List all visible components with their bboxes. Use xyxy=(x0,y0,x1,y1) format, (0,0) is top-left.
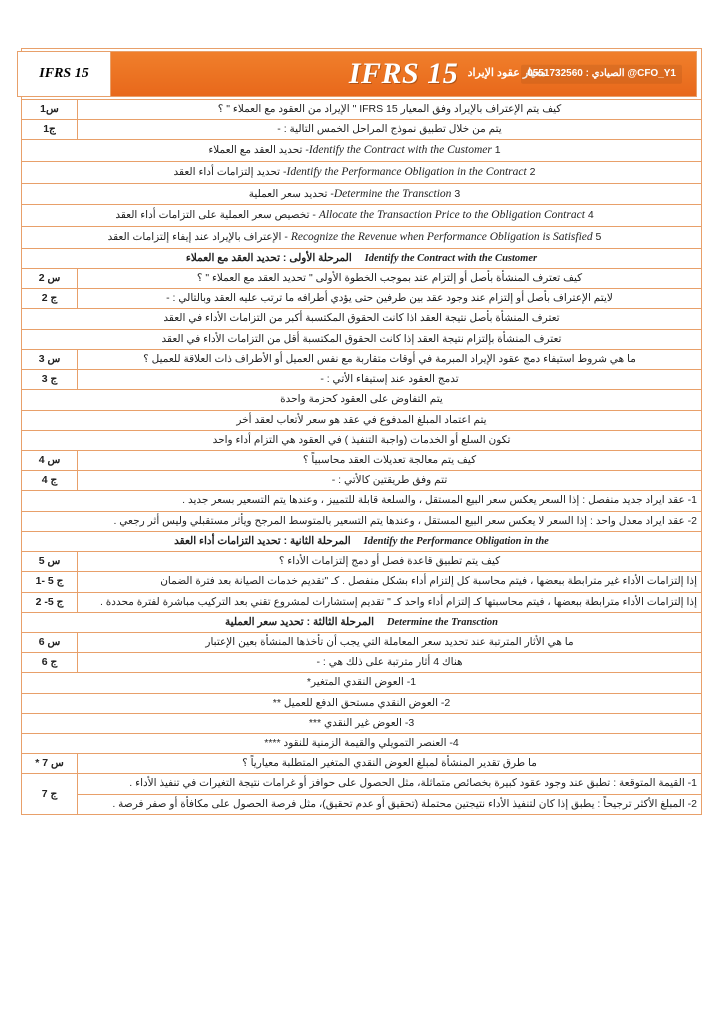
step-3-row xyxy=(22,183,702,205)
table-row xyxy=(22,673,702,693)
stage-3-english: Determine the Transction xyxy=(386,616,498,628)
table-row xyxy=(22,774,702,794)
answer-5-1-text: إذا إلتزامات الأداء غير مترابطة ببعضها ، فيتم محاسبة كل إلتزام أداء بشكل منفصل . كـ "تقديم خدمات الصيانة بعد فترة الضمان xyxy=(78,572,702,592)
question-6-text: ما هي الأثار المترتبة عند تحديد سعر المعاملة التي يجب أن تأخذها المنشأة بعين الإعتبار xyxy=(78,632,702,652)
document-header-cell xyxy=(22,49,702,100)
answer-2-line-1: تعترف المنشأة بأصل نتيجة العقد اذا كانت الحقوق المكتسبة أكبر من التزامات الأداء في العقد xyxy=(22,309,702,329)
table-row xyxy=(22,612,702,632)
step-2-english: Identify the Performance Obligation in the Contract xyxy=(286,166,527,179)
question-3-text: ما هي شروط استيفاء دمج عقود الإيراد المبرمة في أوقات متقاربة مع نفس العميل أو الأطراف ذات العلاقة للعميل ؟ xyxy=(78,349,702,369)
step-5-english: Recognize the Revenue when Performance Obligation is Satisfied xyxy=(290,231,593,244)
answer-7-label: ج 7 xyxy=(22,774,78,814)
answer-6-line-2: 2- العوض النقدي مستحق الدفع للعميل ** xyxy=(22,693,702,713)
step-5-arabic: 5 - الإعتراف بالإيراد عند إيفاء إلتزامات العقد xyxy=(107,231,602,244)
table-row xyxy=(22,269,702,289)
table-row xyxy=(22,450,702,470)
stage-2-english: Identify the Performance Obligation in the xyxy=(363,535,549,547)
answer-7-line-2: 2- المبلغ الأكثر ترجيحاً : يطبق إذا كان لتنفيذ الأداء نتيجتين محتملة (تحقيق أو عدم تحقيق)، مثل فرصة الحصول على مكافأة أو صفر فرصة . xyxy=(78,794,702,814)
question-6-label: س 6 xyxy=(22,632,78,652)
answer-2-label: ج 2 xyxy=(22,289,78,309)
stage-1-english: Identify the Contract with the Customer xyxy=(364,252,538,264)
stage-2-arabic: المرحلة الثانية : تحديد التزامات أداء العقد xyxy=(174,534,351,547)
stage-2-heading xyxy=(22,531,702,551)
step-1-row xyxy=(22,140,702,162)
header-side-badge: IFRS 15 xyxy=(17,51,110,97)
table-row xyxy=(22,632,702,652)
answer-1-label: ج1 xyxy=(22,120,78,140)
answer-3-line-3: تكون السلع أو الخدمات (واجبة التنفيذ ) في العقود هي التزام أداء واحد xyxy=(22,430,702,450)
answer-4-text: تتم وفق طريقتين كالأتي : - xyxy=(78,471,702,491)
question-7-text: ما طرق تقدير المنشأة لمبلغ العوض النقدي المتغير المتطلبة معيارياً ؟ xyxy=(78,754,702,774)
answer-5-2-label: ج 5- 2 xyxy=(22,592,78,612)
table-row xyxy=(22,309,702,329)
table-row xyxy=(22,531,702,551)
table-row xyxy=(22,653,702,673)
table-row xyxy=(22,370,702,390)
document-header-row xyxy=(22,49,702,100)
table-row xyxy=(22,227,702,249)
step-4-english: Allocate the Transaction Price to the Obligation Contract xyxy=(318,209,585,222)
question-1-label: س1 xyxy=(22,100,78,120)
table-row xyxy=(22,430,702,450)
answer-7-line-1: 1- القيمة المتوقعة : تطبق عند وجود عقود كبيرة بخصائص متماثلة، مثل الحصول على حوافز أو غرامات نتيجة التغيرات في تنفيذ الأداء . xyxy=(78,774,702,794)
table-row xyxy=(22,572,702,592)
header-title: IFRS 15 xyxy=(348,57,459,91)
table-row xyxy=(22,734,702,754)
step-3-english: Determine the Transction xyxy=(333,187,452,200)
question-2-text: كيف تعترف المنشأة بأصل أو إلتزام عند بموجب الخطوة الأولى " تحديد العقد مع العملاء " ؟ xyxy=(78,269,702,289)
question-1-text: كيف يتم الإعتراف بالإيراد وفق المعيار IFRS 15 " الإيراد من العقود مع العملاء " ؟ xyxy=(78,100,702,120)
table-row xyxy=(22,289,702,309)
answer-3-text: تدمج العقود عند إستيفاء الأتي : - xyxy=(78,370,702,390)
table-row xyxy=(22,552,702,572)
answer-4-line-1: 1- عقد ايراد جديد منفصل : إذا السعر يعكس سعر البيع المستقل ، والسلعة قابلة للتمييز ، وعندها يتم التسعير بسعر جديد . xyxy=(22,491,702,511)
question-4-label: س 4 xyxy=(22,450,78,470)
document-header xyxy=(17,51,697,97)
table-row xyxy=(22,248,702,268)
table-row xyxy=(22,162,702,184)
table-row xyxy=(22,140,702,162)
table-row xyxy=(22,329,702,349)
header-subtitle: معيار عقود الإيراد xyxy=(467,67,546,80)
question-3-label: س 3 xyxy=(22,349,78,369)
answer-4-line-2: 2- عقد ايراد معدل واحد : إذا السعر لا يعكس سعر البيع المستقل ، وعندها يتم التسعير بالمتوسط المرجح ويأثر مستقبلي وليس أثر رجعي . xyxy=(22,511,702,531)
table-row xyxy=(22,410,702,430)
step-1-english: Identify the Contract with the Customer xyxy=(308,144,492,157)
question-5-label: س 5 xyxy=(22,552,78,572)
table-row xyxy=(22,491,702,511)
step-4-arabic: 4 - تخصيص سعر العملية على التزامات أداء العقد xyxy=(115,209,594,222)
stage-3-arabic: المرحلة الثالثة : تحديد سعر العملية xyxy=(225,615,374,628)
answer-3-label: ج 3 xyxy=(22,370,78,390)
table-row xyxy=(22,120,702,140)
question-5-text: كيف يتم تطبيق قاعدة فصل أو دمج إلتزامات الأداء ؟ xyxy=(78,552,702,572)
stage-3-heading xyxy=(22,612,702,632)
ifrs-summary-table xyxy=(21,48,702,815)
question-7-label: س 7 * xyxy=(22,754,78,774)
answer-2-text: لايتم الإعتراف بأصل أو إلتزام عند وجود عقد بين طرفين حتى يؤدي أطرافه ما ترتب عليه العقد وبالتالي : - xyxy=(78,289,702,309)
table-row xyxy=(22,754,702,774)
answer-6-text: هناك 4 أثار مترتبة على ذلك هي : - xyxy=(78,653,702,673)
table-row xyxy=(22,390,702,410)
table-row xyxy=(22,713,702,733)
step-2-row xyxy=(22,162,702,184)
answer-2-line-2: تعترف المنشأة بإلتزام نتيجة العقد إذا كانت الحقوق المكتسبة أقل من التزامات الأداء في العقد xyxy=(22,329,702,349)
answer-6-label: ج 6 xyxy=(22,653,78,673)
header-contact: 0551732560 : الصيادي @CFO_Y1 xyxy=(521,65,682,84)
table-row xyxy=(22,592,702,612)
question-2-label: س 2 xyxy=(22,269,78,289)
table-row xyxy=(22,183,702,205)
table-row xyxy=(22,693,702,713)
answer-5-2-text: إذا إلتزامات الأداء مترابطة ببعضها ، فيتم محاسبتها كـ إلتزام أداء واحد كـ " تقديم إستشارات لمشروع تقني بعد التركيب مباشرة لفترة محددة . xyxy=(78,592,702,612)
header-banner xyxy=(110,51,697,97)
table-row xyxy=(22,794,702,814)
step-4-row xyxy=(22,205,702,227)
answer-3-line-1: يتم التفاوض على العقود كحزمة واحدة xyxy=(22,390,702,410)
step-1-arabic: 1- تحديد العقد مع العملاء xyxy=(208,144,501,157)
answer-6-line-4: 4- العنصر التمويلي والقيمة الزمنية للنقود **** xyxy=(22,734,702,754)
answer-1-text: يتم من خلال تطبيق نموذج المراحل الخمس التالية : - xyxy=(78,120,702,140)
answer-5-1-label: ج 5 -1 xyxy=(22,572,78,592)
question-4-text: كيف يتم معالجة تعديلات العقد محاسبياً ؟ xyxy=(78,450,702,470)
step-3-arabic: 3- تحديد سعر العملية xyxy=(248,187,461,200)
table-row xyxy=(22,100,702,120)
answer-4-label: ج 4 xyxy=(22,471,78,491)
stage-1-arabic: المرحلة الأولى : تحديد العقد مع العملاء xyxy=(185,251,352,264)
stage-1-heading xyxy=(22,248,702,268)
table-row xyxy=(22,471,702,491)
table-row xyxy=(22,349,702,369)
answer-6-line-1: 1- العوض النقدي المتغير* xyxy=(22,673,702,693)
answer-3-line-2: يتم اعتماد المبلغ المدفوع في عقد هو سعر لأتعاب لعقد أخر xyxy=(22,410,702,430)
answer-6-line-3: 3- العوض غير النقدي *** xyxy=(22,713,702,733)
table-row xyxy=(22,511,702,531)
step-5-row xyxy=(22,227,702,249)
step-2-arabic: 2- تحديد إلتزامات أداء العقد xyxy=(173,166,536,179)
table-row xyxy=(22,205,702,227)
